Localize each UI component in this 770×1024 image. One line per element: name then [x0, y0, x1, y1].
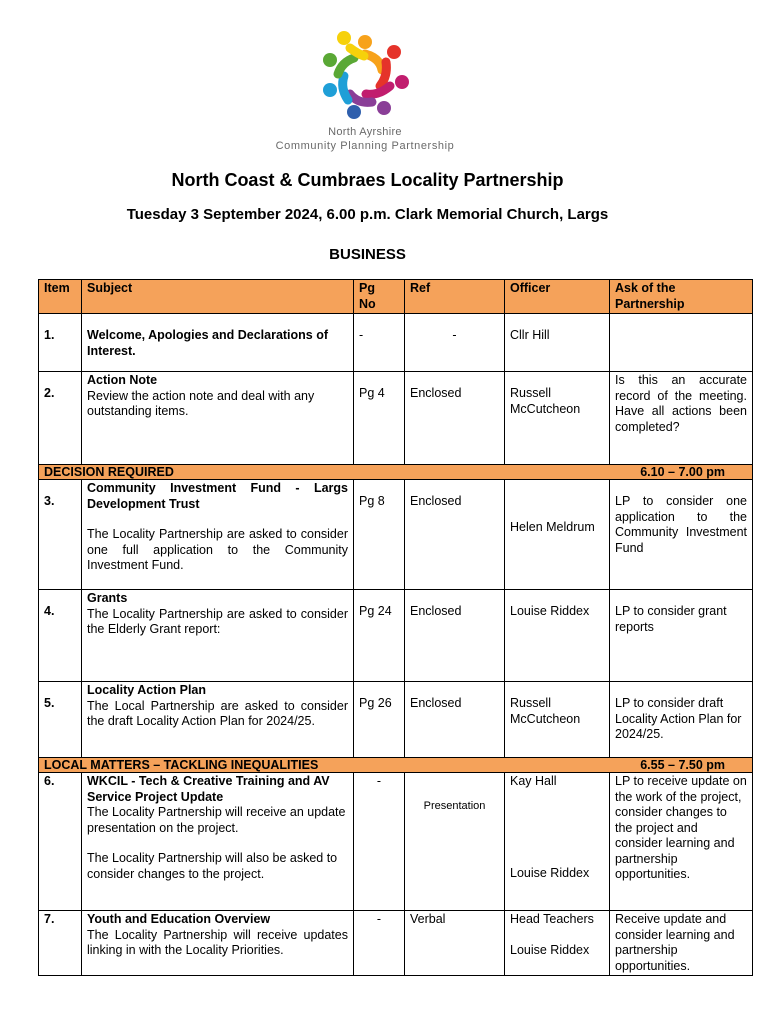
- row-subject: Grants The Locality Partnership are asked to consider the Elderly Grant report:: [82, 590, 354, 682]
- row-officer: Helen Meldrum: [505, 480, 610, 590]
- header-subject: Subject: [82, 280, 354, 314]
- row-officer: Russell McCutcheon: [505, 682, 610, 758]
- section-heading: BUSINESS: [329, 246, 406, 263]
- row-page: Pg 8: [354, 480, 405, 590]
- header-item: Item: [39, 280, 82, 314]
- row-ask: LP to consider grant reports: [610, 590, 753, 682]
- row-subject: Welcome, Apologies and Declarations of Interest.: [82, 314, 354, 372]
- row-item: 6.: [39, 773, 82, 911]
- logo-text-line2: Community Planning Partnership: [275, 140, 455, 152]
- row-ask: LP to consider draft Locality Action Plan for 2024/25.: [610, 682, 753, 758]
- table-row: [39, 372, 753, 465]
- section-time: 6.55 – 7.50 pm: [640, 758, 725, 772]
- row-ref: Presentation: [405, 773, 505, 911]
- logo-text-line1: North Ayrshire: [328, 126, 402, 138]
- row-officer: Russell McCutcheon: [505, 372, 610, 465]
- row-page: Pg 24: [354, 590, 405, 682]
- table-row: [39, 480, 753, 590]
- section-row-decision: [39, 465, 753, 480]
- row-item: 2.: [39, 372, 82, 465]
- row-officer: Louise Riddex: [505, 590, 610, 682]
- row-ref: -: [405, 314, 505, 372]
- row-ask: LP to receive update on the work of the project, consider changes to the project and consider learning and partnership opportunities.: [610, 773, 753, 911]
- header-ask: Ask of the Partnership: [610, 280, 753, 314]
- row-item: 1.: [39, 314, 82, 372]
- row-item: 5.: [39, 682, 82, 758]
- meeting-details: Tuesday 3 September 2024, 6.00 p.m. Clark Memorial Church, Largs: [126, 206, 609, 223]
- row-ask: Receive update and consider learning and partnership opportunities.: [610, 911, 753, 976]
- header-page: Pg No: [354, 280, 405, 314]
- row-subject: WKCIL - Tech & Creative Training and AV Service Project Update The Locality Partnership will receive an update presentation on the project. The Locality Partnership will also be asked to consider changes to the project.: [82, 773, 354, 911]
- table-row: [39, 682, 753, 758]
- cpp-logo: [255, 30, 475, 160]
- row-page: -: [354, 911, 405, 976]
- row-page: Pg 26: [354, 682, 405, 758]
- row-officer: Head Teachers Louise Riddex: [505, 911, 610, 976]
- row-subject: Locality Action Plan The Local Partnership are asked to consider the draft Locality Action Plan for 2024/25.: [82, 682, 354, 758]
- section-time: 6.10 – 7.00 pm: [640, 465, 725, 479]
- row-item: 4.: [39, 590, 82, 682]
- row-item: 3.: [39, 480, 82, 590]
- row-page: Pg 4: [354, 372, 405, 465]
- table-row: [39, 314, 753, 372]
- row-ask: LP to consider one application to the Community Investment Fund: [610, 480, 753, 590]
- page-title: North Coast & Cumbraes Locality Partnership: [171, 170, 564, 190]
- row-subject: Community Investment Fund - Largs Development Trust The Locality Partnership are asked to consider one full application to the Community Investment Fund.: [82, 480, 354, 590]
- table-row: [39, 911, 753, 976]
- row-officer: Kay Hall Louise Riddex: [505, 773, 610, 911]
- row-ask: Is this an accurate record of the meeting. Have all actions been completed?: [610, 372, 753, 465]
- table-header-row: [39, 280, 753, 314]
- row-ask: [610, 314, 753, 372]
- header-ref: Ref: [405, 280, 505, 314]
- partnership-logo-icon: [320, 30, 410, 120]
- section-row-local-matters: [39, 758, 753, 773]
- row-ref: Enclosed: [405, 682, 505, 758]
- row-subject: Youth and Education Overview The Locality Partnership will receive updates linking in with the Locality Priorities.: [82, 911, 354, 976]
- row-page: -: [354, 314, 405, 372]
- section-label: DECISION REQUIRED 6.10 – 7.00 pm: [39, 465, 753, 480]
- row-item: 7.: [39, 911, 82, 976]
- header-officer: Officer: [505, 280, 610, 314]
- row-ref: Verbal: [405, 911, 505, 976]
- row-ref: Enclosed: [405, 372, 505, 465]
- row-ref: Enclosed: [405, 480, 505, 590]
- row-page: -: [354, 773, 405, 911]
- agenda-table: [38, 279, 753, 976]
- row-ref: Enclosed: [405, 590, 505, 682]
- table-row: [39, 590, 753, 682]
- row-subject: Action Note Review the action note and deal with any outstanding items.: [82, 372, 354, 465]
- section-label: LOCAL MATTERS – TACKLING INEQUALITIES 6.55 – 7.50 pm: [39, 758, 753, 773]
- row-officer: Cllr Hill: [505, 314, 610, 372]
- table-row: [39, 773, 753, 911]
